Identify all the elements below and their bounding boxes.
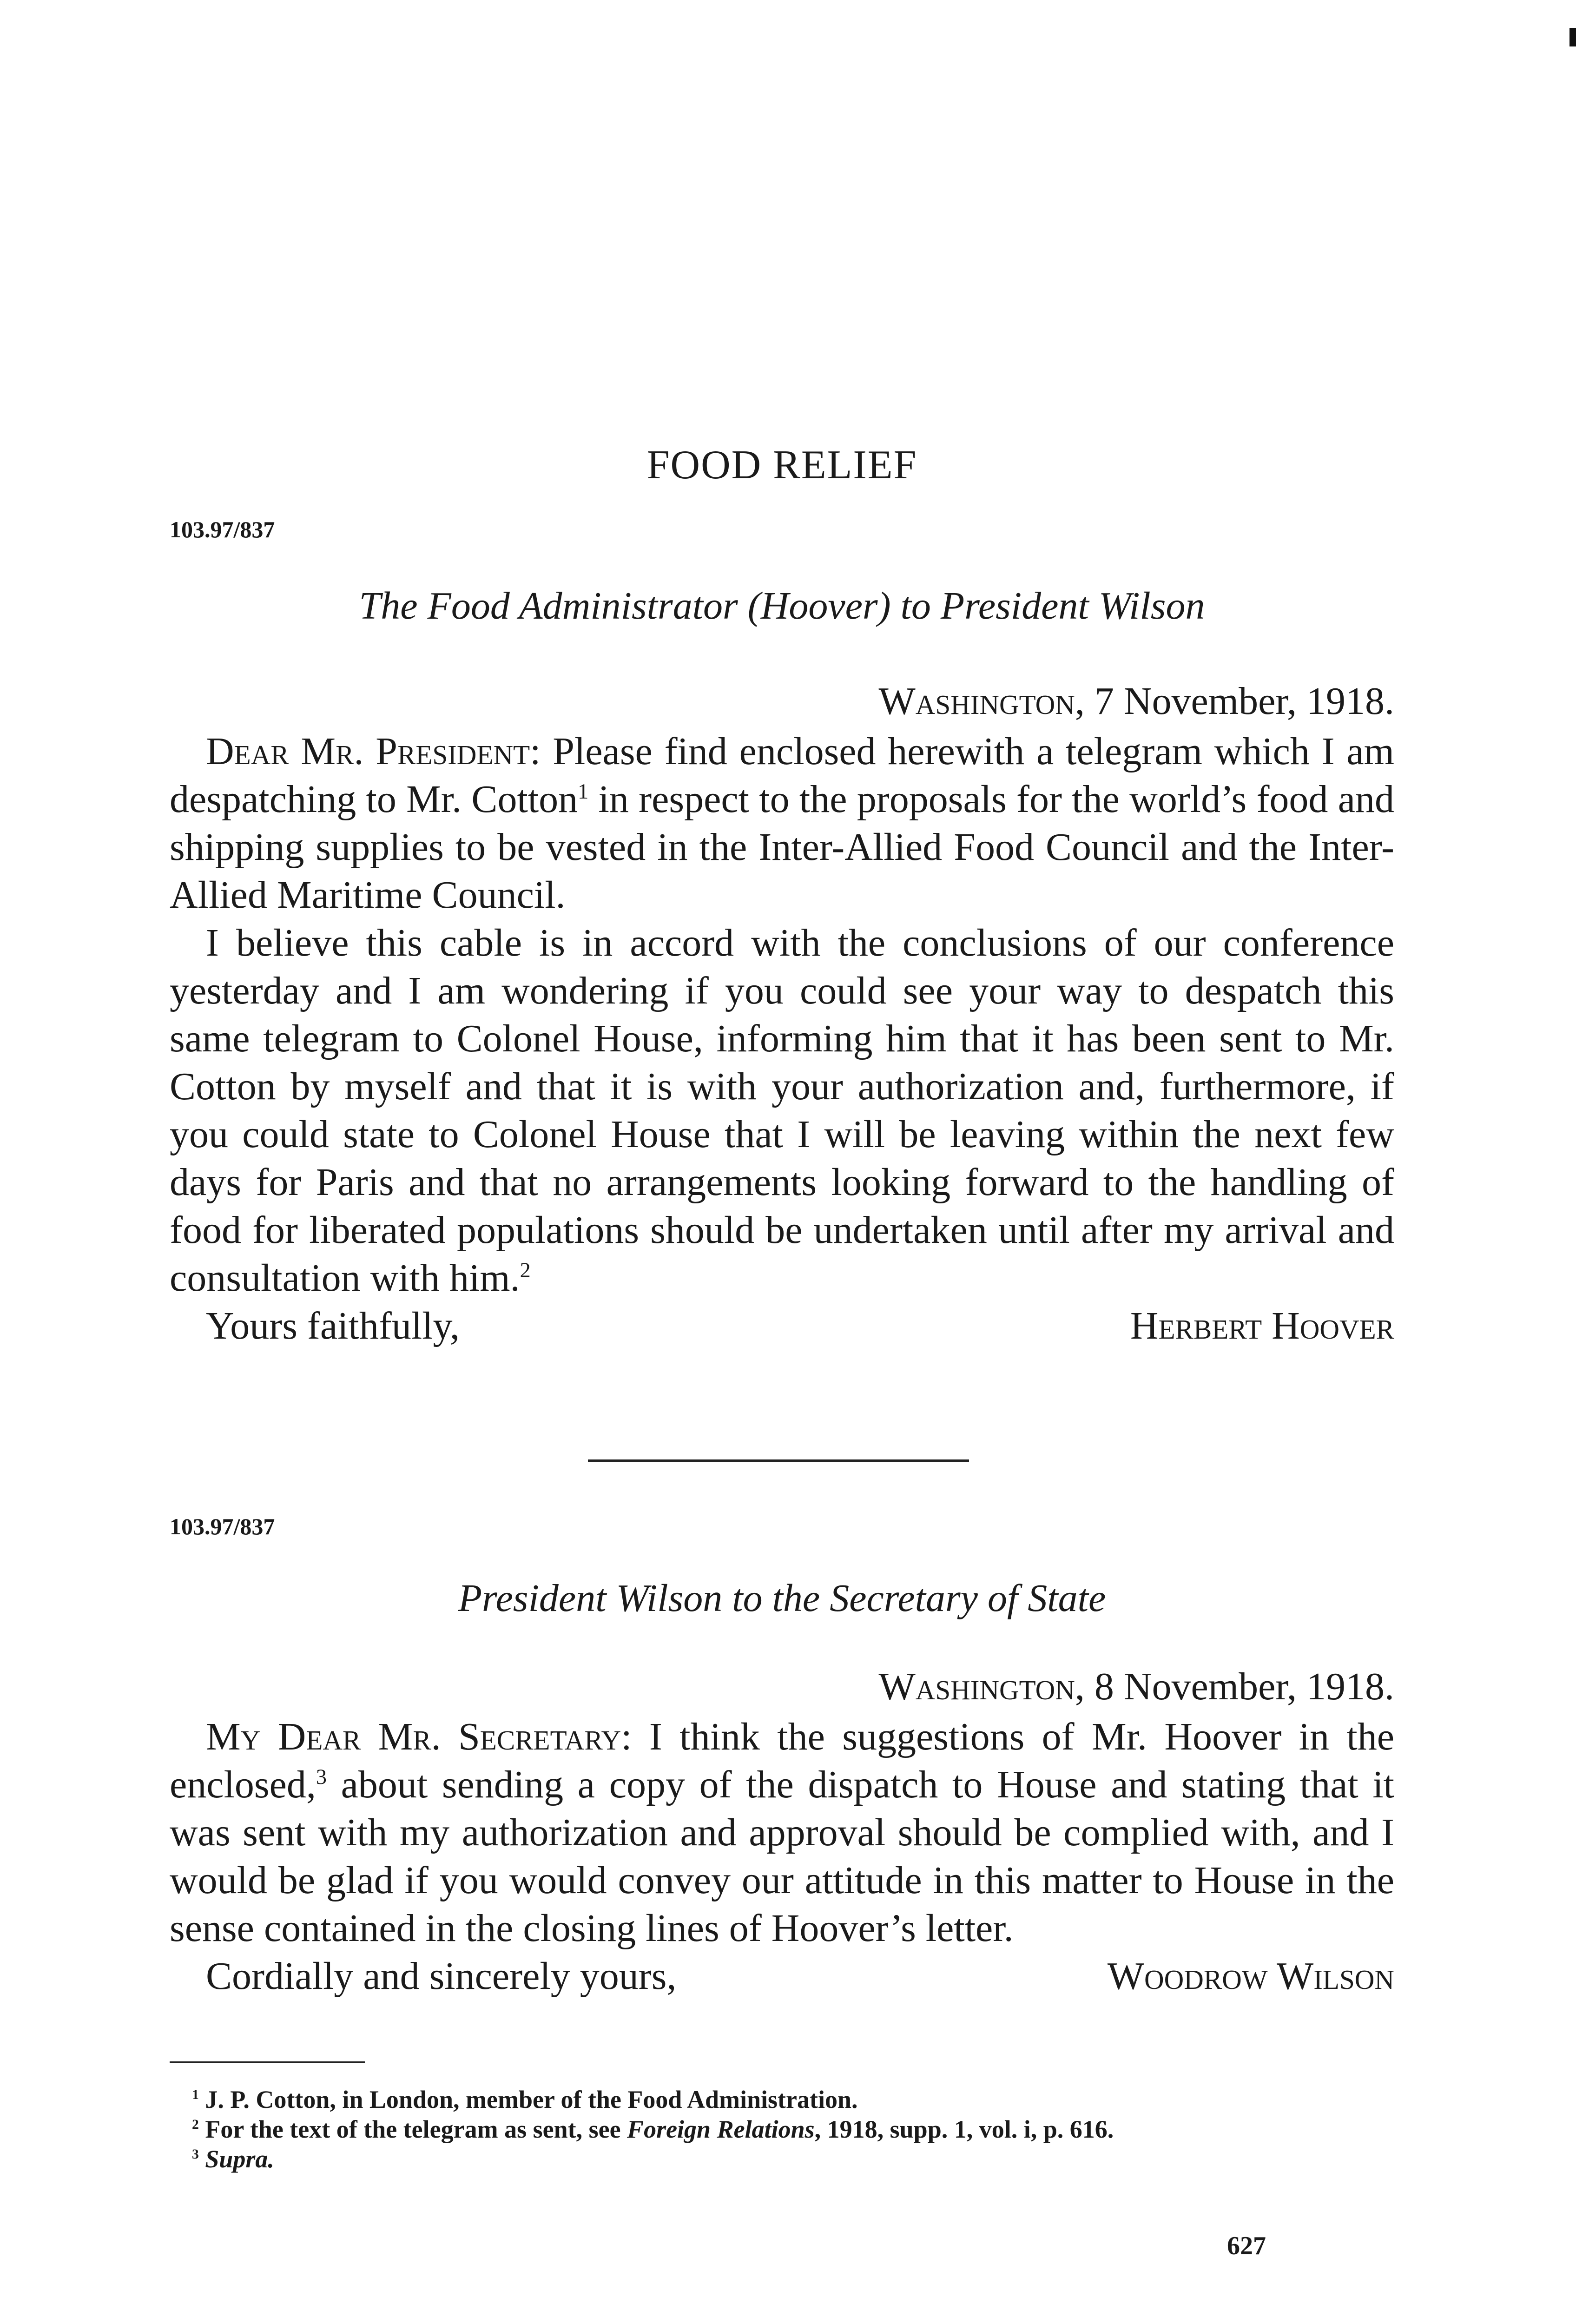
dateline [170, 679, 1394, 724]
page-number: 627 [1227, 2232, 1266, 2260]
scan-edge-mark [1569, 28, 1576, 46]
letter-body [170, 727, 1394, 1350]
dateline-city: Washington [878, 680, 1075, 723]
paragraph-text: I believe this cable is in accord with the conclusions of our conference yesterday and I am wondering if you could see your way to despatch this same telegram to Colonel House, informing him that it has been sent to Mr. Cotton by myself and that it is with your authorization and, furthermore, if you could state to Colonel House that I will be leaving within the next few days for Paris and that no arrangements looking forward to the handling of food for liberated populations should be undertaken until after my arrival and consultation with him. [170, 921, 1394, 1300]
closing-line [170, 1952, 1394, 2000]
footnote-text: J. P. Cotton, in London, member of the Food Administration. [205, 2086, 858, 2113]
paragraph [170, 1713, 1394, 1952]
paragraph-text: I think the suggestions of Mr. Hoover in the enclosed, [170, 1715, 1394, 1806]
dateline [170, 1664, 1394, 1709]
dateline-date: , 7 November, 1918. [1075, 680, 1394, 723]
paragraph-text: about sending a copy of the dispatch to House and stating that it was sent with my authorization and approval should be complied with, and I would be glad if you would convey our attitude in this matter to House in the sense contained in the closing lines of Hoover’s letter. [170, 1763, 1394, 1950]
letter-body [170, 1713, 1394, 2000]
closing-line [170, 1302, 1394, 1350]
salutation: Dear Mr. President: [206, 730, 541, 773]
footnote [170, 2144, 1394, 2174]
section-divider [588, 1459, 969, 1462]
footnote-text: , 1918, supp. 1, vol. i, p. 616. [814, 2115, 1114, 2143]
footnotes [170, 2085, 1394, 2174]
section-heading: FOOD RELIEF [646, 442, 917, 488]
footnote-ref[interactable]: 2 [520, 1258, 531, 1282]
paragraph [170, 727, 1394, 919]
complimentary-close: Cordially and sincerely yours, [206, 1954, 677, 1998]
footnote [170, 2114, 1394, 2144]
footnote-ref[interactable]: 1 [578, 779, 589, 803]
footnote [170, 2085, 1394, 2114]
signature: Woodrow Wilson [1107, 1954, 1394, 1998]
footnote-text: Supra. [205, 2145, 274, 2173]
footnote-ref[interactable]: 3 [316, 1765, 327, 1789]
document-title: The Food Administrator (Hoover) to President Wilson [359, 584, 1205, 627]
document-title: President Wilson to the Secretary of State [458, 1577, 1106, 1620]
complimentary-close: Yours faithfully, [206, 1304, 460, 1347]
paragraph-text: Please find enclosed herewith a telegram which I am despatching to Mr. Cotton [170, 730, 1395, 821]
footnote-mark: 1 [192, 2087, 199, 2102]
salutation: My Dear Mr. Secretary: [206, 1715, 632, 1758]
footnote-mark: 2 [192, 2117, 199, 2132]
file-number: 103.97/837 [170, 516, 275, 542]
footnote-mark: 3 [192, 2147, 199, 2162]
footnote-divider [170, 2061, 365, 2063]
dateline-date: , 8 November, 1918. [1075, 1665, 1394, 1708]
paragraph [170, 919, 1394, 1302]
file-number: 103.97/837 [170, 1513, 275, 1539]
footnote-text: For the text of the telegram as sent, see [205, 2115, 627, 2143]
footnote-citation: Foreign Relations [627, 2115, 815, 2143]
paragraph-text: in respect to the proposals for the world’s food and shipping supplies to be vested in the Inter-Allied Food Council and the Inter-Allied Maritime Council. [170, 778, 1394, 917]
signature: Herbert Hoover [1130, 1304, 1394, 1347]
dateline-city: Washington [878, 1665, 1075, 1708]
